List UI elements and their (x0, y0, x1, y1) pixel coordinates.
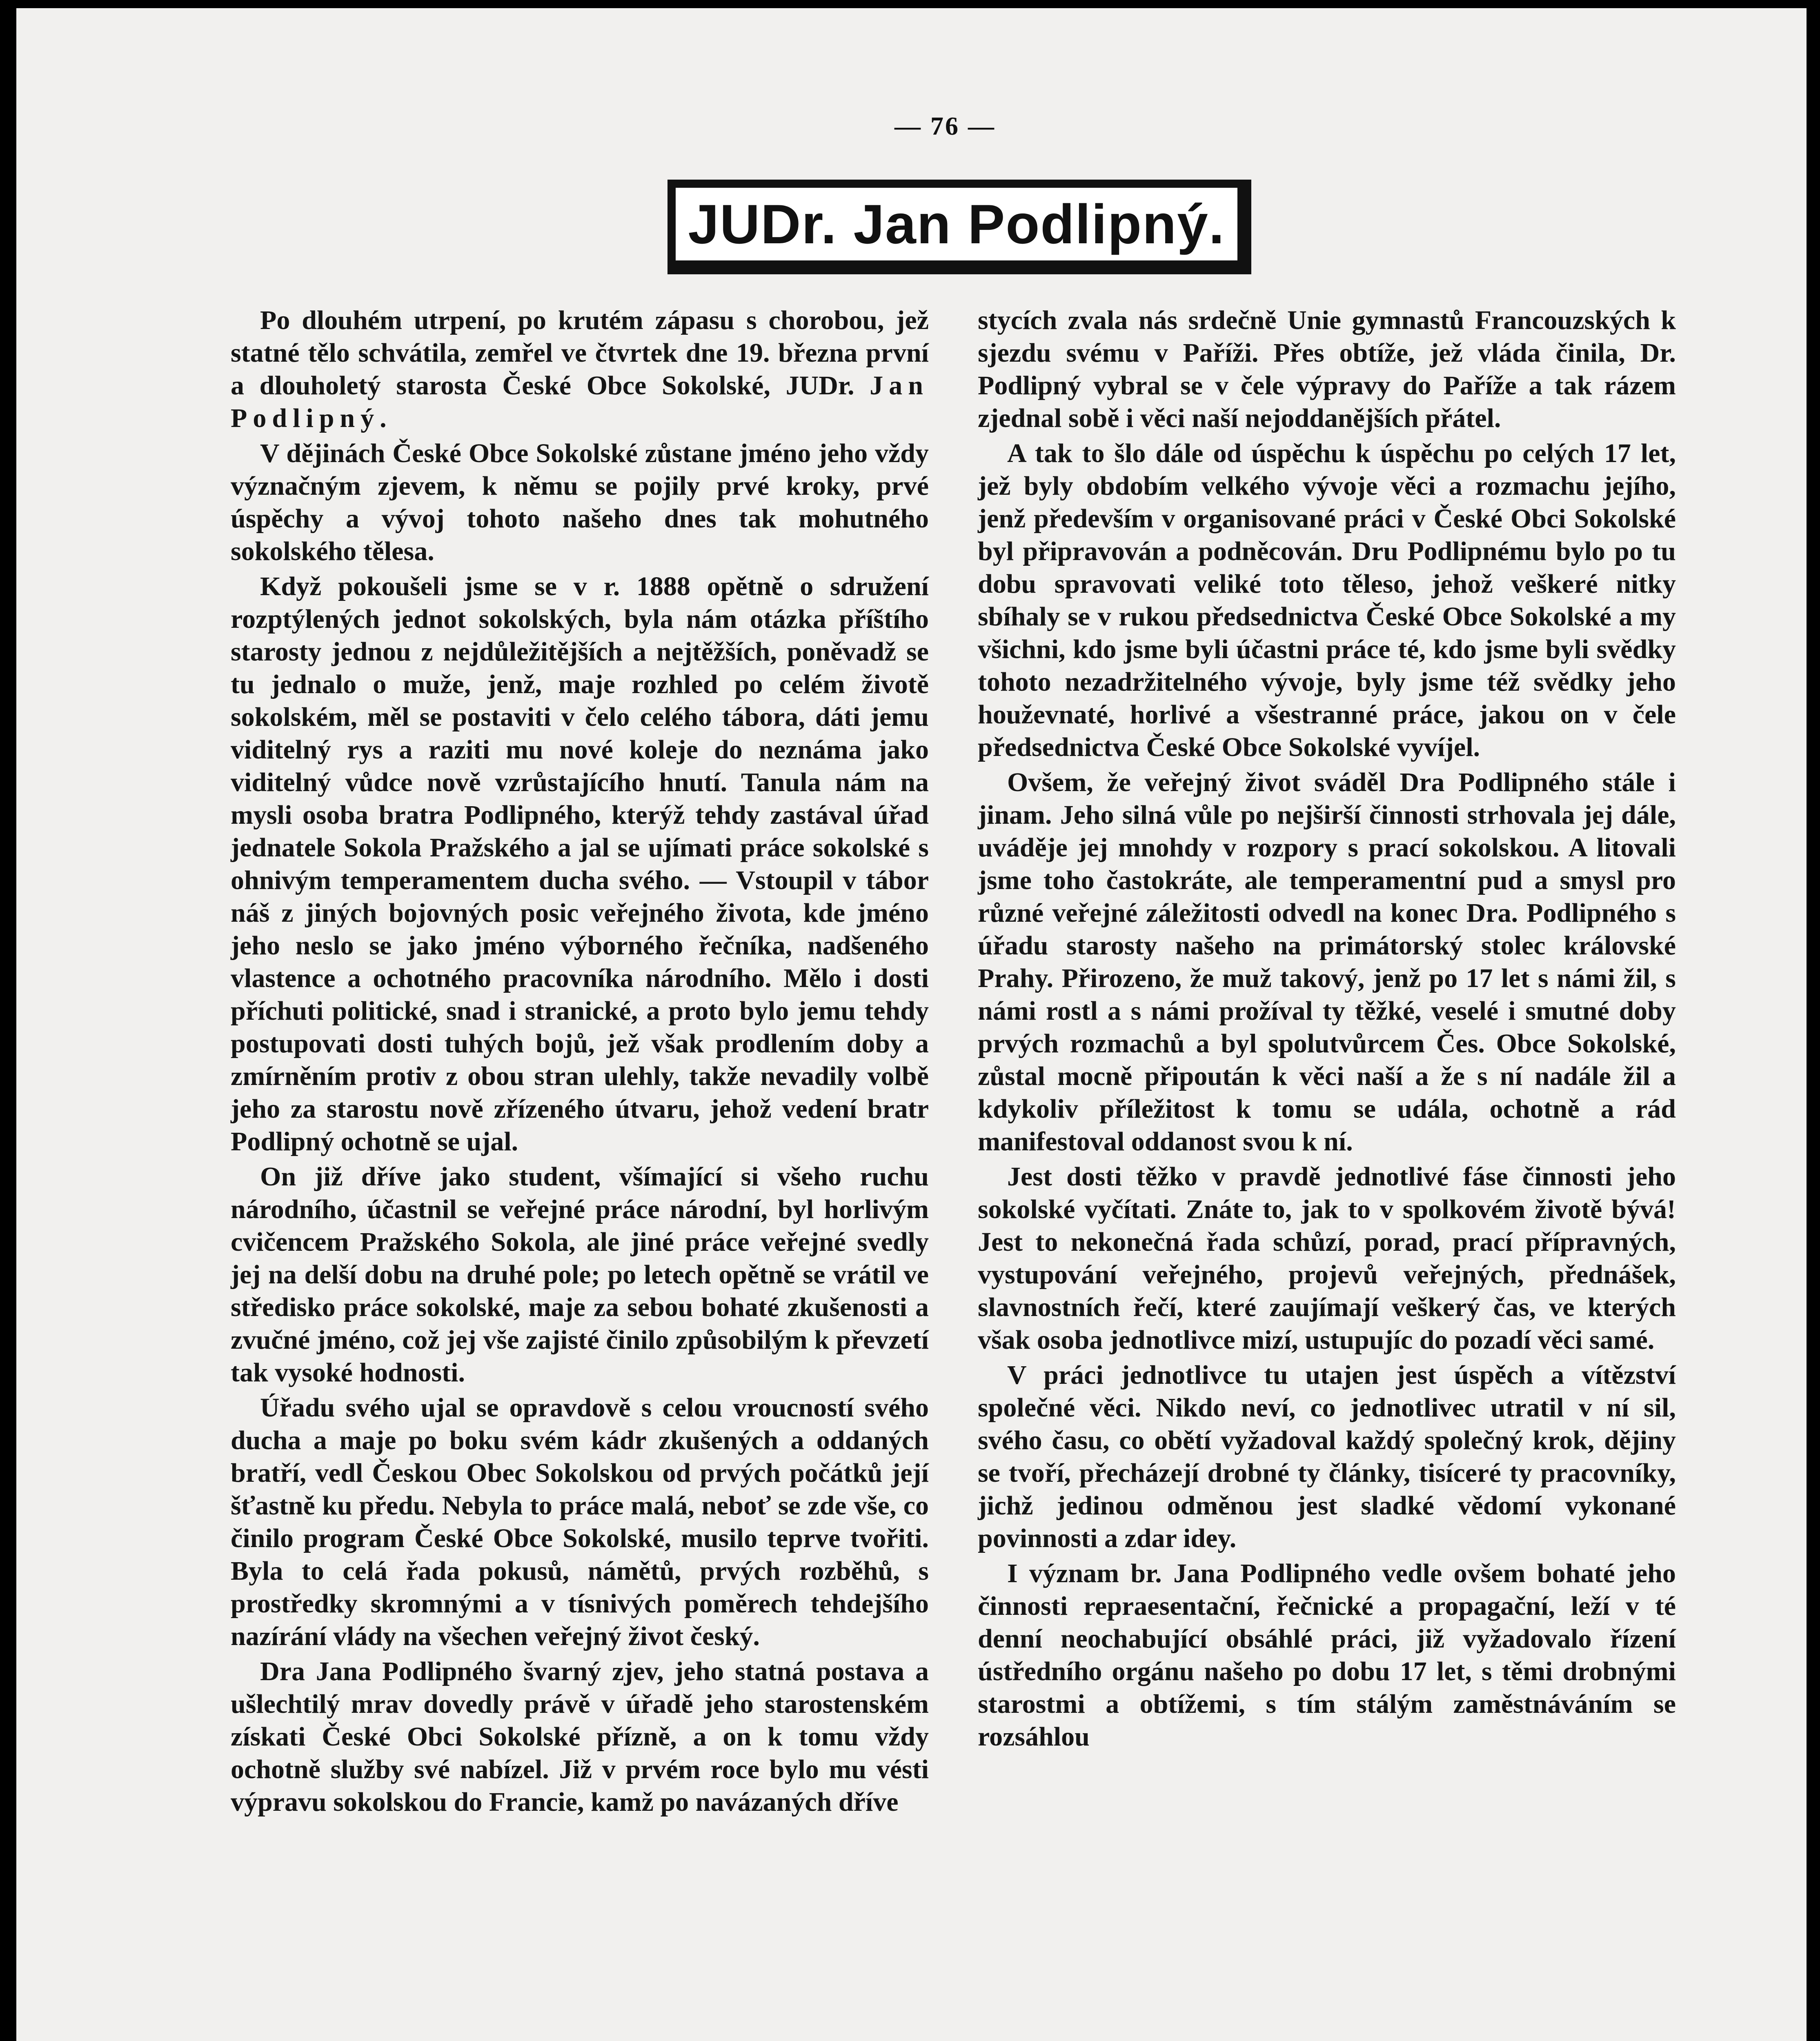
paragraph: V práci jednotlivce tu utajen jest úspěch a vítězství společné věci. Nikdo neví, co jednotlivec utratil v ní sil, svého času, co obětí vyžadoval každý společný krok, dějiny se tvoří, přecházejí drobné ty články, tisíceré ty pracovníky, jichž jedinou odměnou jest sladké vědomí vykonané povinnosti a zdar idey. (978, 1360, 1676, 1553)
paragraph: A tak to šlo dále od úspěchu k úspěchu po celých 17 let, jež byly obdobím velkého vývoje věci a rozmachu jejího, jenž především v organisované práci v České Obci Sokolské byl připravován a podněcován. Dru Podlipnému bylo po tu dobu spravovati veliké toto těleso, jehož veškeré nitky sbíhaly se v rukou předsednictva České Obce Sokolské a my všichni, kdo jsme byli účastni práce té, kdo jsme byli svědky tohoto nezadržitelného vývoje, byly jsme též svědky jeho houževnaté, horlivé a všestranné práce, jakou on v čele předsednictva České Obce Sokolské vyvíjel. (978, 438, 1676, 762)
right-column (978, 304, 1676, 1756)
paragraph (231, 304, 929, 435)
paragraph: V dějinách České Obce Sokolské zůstane jméno jeho vždy význačným zjevem, k němu se pojily prvé kroky, prvé úspěchy a vývoj tohoto našeho dnes tak mohutného sokolského tělesa. (231, 438, 929, 566)
paragraph: Ovšem, že veřejný život sváděl Dra Podlipného stále i jinam. Jeho silná vůle po nejširší činnosti strhovala jej dále, uváděje jej mnohdy v rozpory s prací sokolskou. A litovali jsme toho častokráte, ale temperamentní pud a smysl pro různé veřejné záležitosti odvedl na konec Dra. Podlipného s úřadu starosty našeho na primátorský stolec královské Prahy. Přirozeno, že muž takový, jenž po 17 let s námi žil, s námi rostl a s námi prožíval ty těžké, veselé i smutné doby prvých rozmachů a byl spolutvůrcem Čes. Obce Sokolské, zůstal mocně připoután k věci naší a že s ní nadále žil a kdykoliv příležitost k tomu se udála, ochotně a rád manifestoval oddanost svou k ní. (978, 767, 1676, 1156)
paragraph: On již dříve jako student, všímající si všeho ruchu národního, účastnil se veřejné práce národní, byl horlivým cvičencem Pražského Sokola, ale jiné práce veřejné svedly jej na delší dobu na druhé pole; po letech opětně se vrátil ve středisko práce sokolské, maje za sebou bohaté zkušenosti a zvučné jméno, což jej vše zajisté činilo způsobilým k převzetí tak vysoké hodnosti. (231, 1162, 929, 1387)
paragraph-text: Po dlouhém utrpení, po krutém zápasu s chorobou, jež statné tělo schvátila, zemřel ve čtvrtek dne 19. března první a dlouholetý starosta České Obce Sokolské, JUDr. (231, 305, 929, 400)
paragraph: Jest dosti těžko v pravdě jednotlivé fáse činnosti jeho sokolské vyčítati. Znáte to, jak to v spolkovém životě bývá! Jest to nekonečná řada schůzí, porad, prací přípravných, vystupování veřejného, projevů veřejných, přednášek, slavnostních řečí, které zaujímají veškerý čas, ve kterých však osoba jednotlivce mizí, ustupujíc do pozadí věci samé. (978, 1162, 1676, 1355)
page-number: — 76 — (894, 111, 996, 140)
paragraph: Úřadu svého ujal se opravdově s celou vroucností svého ducha a maje po boku svém kádr zkušených a oddaných bratří, vedl Českou Obec Sokolskou od prvých počátků její šťastně ku předu. Nebyla to práce malá, neboť se zde vše, co činilo program České Obce Sokolské, musilo teprve tvořiti. Byla to celá řada pokusů, námětů, prvých rozběhů, s prostředky skromnými a v tísnivých poměrech tehdejšího nazírání vlády na všechen veřejný život český. (231, 1393, 929, 1651)
paragraph: Když pokoušeli jsme se v r. 1888 opětně o sdružení rozptýlených jednot sokolských, byla nám otázka příštího starosty jednou z nejdůležitějších a nejtěžších, poněvadž se tu jednalo o muže, jenž, maje rozhled po celém životě sokolském, měl se postaviti v čelo celého tábora, dáti jemu viditelný rys a raziti mu nové koleje do neznáma jako viditelný vůdce nově vzrůstajícího hnutí. Tanula nám na mysli osoba bratra Podlipného, kterýž tehdy zastával úřad jednatele Sokola Pražského a jal se ujímati práce sokolské s ohnivým temperamentem ducha svého. — Vstoupil v tábor náš z jiných bojovných posic veřejného života, kde jméno jeho neslo se jako jméno výborného řečníka, nadšeného vlastence a ochotného pracovníka národního. Mělo i dosti příchuti politické, snad i stranické, a proto bylo jemu tehdy postupovati dosti tuhých bojů, jež však prodlením doby a zmírněním protiv z obou stran ulehly, takže nevadily volbě jeho za starostu nově zřízeného útvaru, jehož vedení bratr Podlipný ochotně se ujal. (231, 571, 929, 1156)
paragraph: Dra Jana Podlipného švarný zjev, jeho statná postava a ušlechtilý mrav dovedly právě v úřadě jeho starostenském získati České Obci Sokolské přízně, a on k tomu vždy ochotně služby své nabízel. Již v prvém roce bylo mu vésti výpravu sokolskou do Francie, kamž po navázaných dříve (231, 1656, 929, 1817)
page (16, 8, 1807, 2041)
title-box (667, 180, 1251, 274)
spaced-name: Jan Podlipný. (231, 371, 929, 433)
left-column (231, 304, 929, 1821)
article-title: JUDr. Jan Podlipný. (688, 193, 1225, 255)
paragraph: I význam br. Jana Podlipného vedle ovšem bohaté jeho činnosti repraesentační, řečnické a propagační, leží v té denní neochabující obsáhlé práci, již vyžadovalo řízení ústředního orgánu našeho po dobu 17 let, s těmi drobnými starostmi a obtížemi, s tím stálým zaměstnáváním se rozsáhlou (978, 1559, 1676, 1752)
paragraph-continuation: stycích zvala nás srdečně Unie gymnastů Francouzských k sjezdu svému v Paříži. Přes obtíže, jež vláda činila, Dr. Podlipný vybral se v čele výpravy do Paříže a tak rázem zjednal sobě i věci naší nejoddanějších přátel. (978, 305, 1676, 433)
